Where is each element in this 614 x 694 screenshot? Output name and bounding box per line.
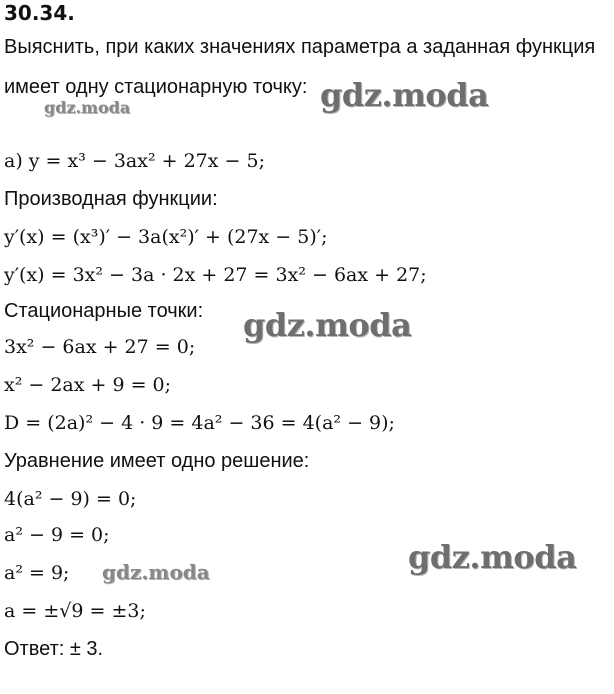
watermark: gdz.moda [44,98,131,117]
condition-step-2: a² = 9; [4,562,70,584]
equation-1: 3x² − 6ax + 27 = 0; [4,336,196,358]
problem-statement-line-1: Выяснить, при каких значениях параметра a заданная функция [4,36,596,58]
watermark: gdz.moda [243,306,412,344]
stationary-points-heading: Стационарные точки: [4,300,204,322]
condition-step-1: a² − 9 = 0; [4,524,110,546]
derivative-step-2: y′(x) = 3x² − 3a · 2x + 27 = 3x² − 6ax + 27; [4,264,427,286]
watermark: gdz.moda [320,76,489,114]
watermark: gdz.moda [102,560,210,584]
watermark: gdz.moda [408,538,577,576]
answer: Ответ: ± 3. [4,638,104,660]
one-solution-heading: Уравнение имеет одно решение: [4,450,310,472]
problem-statement-line-2: имеет одну стационарную точку: [4,76,308,98]
discriminant: D = (2a)² − 4 · 9 = 4a² − 36 = 4(a² − 9); [4,412,395,434]
equation-2: x² − 2ax + 9 = 0; [4,374,172,396]
problem-number: 30.34. [4,1,75,25]
derivative-heading: Производная функции: [4,188,218,210]
condition-equation: 4(a² − 9) = 0; [4,488,137,510]
parameter-solution: a = ±√9 = ±3; [4,600,146,622]
derivative-step-1: y′(x) = (x³)′ − 3a(x²)′ + (27x − 5)′; [4,226,328,248]
function-definition: а) y = x³ − 3ax² + 27x − 5; [4,150,265,172]
